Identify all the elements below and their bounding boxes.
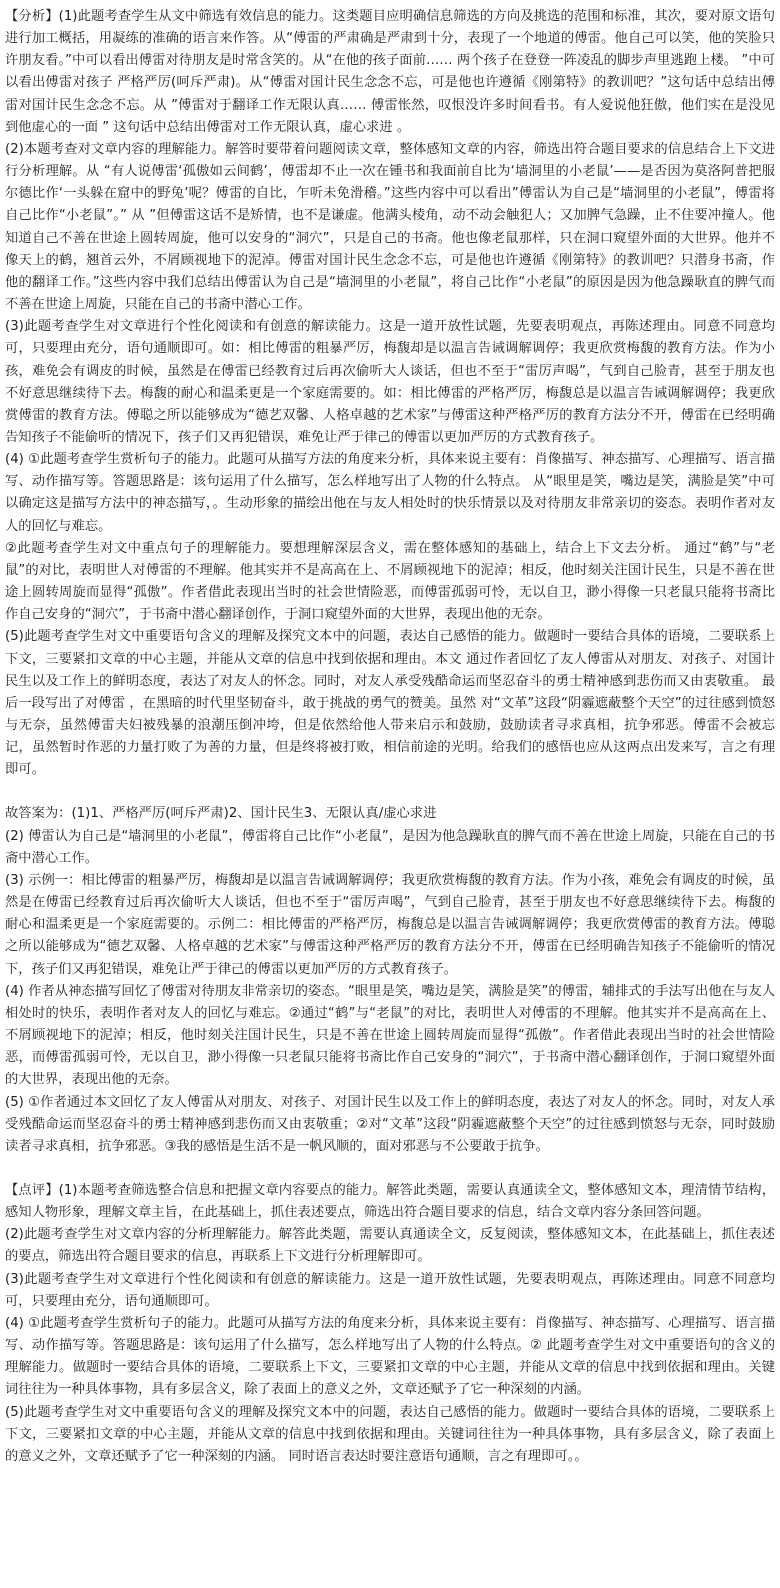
comment-section bbox=[5, 1180, 775, 1468]
analysis-paragraph-5: ②此题考查学生对文中重点句子的理解能力。要想理解深层含义，需在整体感知的基础上，结合上下文去分析。 通过“鹤”与“老鼠”的对比，表明世人对傅雷的不理解。他其实并不是高高在上、不屑顾视地下的泥淖；相反，他时刻关注国计民生，只是不善在世途上圆转周旋而显得“孤傲”。作者借此表现出当时的社会世情险恶，而傅雷孤弱可怜，无以自卫，渺小得像一只老鼠只能将书斋比作自己安身的“洞穴”，于书斋中潜心翻译创作，于洞口窥望外面的大世界，表现出他的无奈。 bbox=[5, 540, 775, 623]
answer-paragraph-2: (2) 傅雷认为自己是“墙洞里的小老鼠”，傅雷将自己比作“小老鼠”，是因为他急躁耿直的脾气而不善在世途上周旋，只能在自己的书斋中潜心工作。 bbox=[5, 828, 775, 866]
answer-paragraph-4: (4) 作者从神态描写回忆了傅雷对待朋友非常亲切的姿态。“眼里是笑，嘴边是笑，满脸是笑”的傅雷，辅排式的手法写出他在与友人相处时的快乐，表明作者对友人的回忆与难忘。②通过“鹤”与“老鼠”的对比，表明世人对傅雷的不理解。他其实并不是高高在上、不屑顾视地下的泥淖；相反，他时刻关注国计民生，只是不善在世途上圆转周旋而显得“孤傲”。作者借此表现出当时的社会世情险恶，而傅雷孤弱可怜，无以自卫，渺小得像一只老鼠只能将书斋比作自己安身的“洞穴”，于书斋中潜心翻译创作，于洞口窥望外面的大世界，表现出他的无奈。 bbox=[5, 983, 775, 1088]
comment-paragraph-1: 【点评】(1)本题考查筛选整合信息和把握文章内容要点的能力。解答此类题，需要认真通读全文，整体感知文本，理清情节结构，感知人物形象，理解文章主旨，在此基础上，抓住表述要点，筛选出符合题目要求的信息，结合文章内容分条回答问题。 bbox=[5, 1182, 775, 1221]
answer-paragraph-1: 故答案为：(1)1、严格严厉(呵斥严肃)2、国计民生3、无限认真/虚心求进 bbox=[5, 806, 437, 822]
document-body bbox=[5, 6, 775, 1468]
analysis-paragraph-6: (5)此题考查学生对文中重要语句含义的理解及探究文本中的问题，表达自己感悟的能力。做题时一要结合具体的语境，二要联系上下文，三要紧扣文章的中心主题，并能从文章的信息中找到依据和理由。本文 通过作者回忆了友人傅雷从对朋友、对孩子、对国计民生以及工作上的鲜明态度，表达了对友人的怀念。同时，对友人承受残酷命运而坚忍奋斗的勇士精神感到悲伤而又由衷敬重。 最后一段写出了对傅雷 ，在黑暗的时代里坚韧奋斗，敢于挑战的勇气的赞美。虽然 对“文革”这段“阴霾遮蔽整个天空”的过往感到愤怒与无奈，虽然傅雷夫妇被残暴的浪潮压倒冲垮，但是依然给他人带来启示和鼓励，鼓励读者寻求真相，抗争邪恶。傅雷不会被忘记，虽然暂时作恶的力量打败了为善的力量，但是终将被打败，相信前途的光明。给我们的感悟也应从这两点出发来写，言之有理即可。 bbox=[5, 629, 775, 778]
section-spacer bbox=[5, 1158, 775, 1180]
answer-section bbox=[5, 803, 775, 1158]
analysis-paragraph-2: (2)本题考查对文章内容的理解能力。解答时要带着问题阅读文章，整体感知文章的内容，筛选出符合题目要求的信息结合上下文进行分析理解。从 “有人说傅雷‘孤傲如云间鹤’，傅雷却不止一次在锺书和我面前自比为‘墙洞里的小老鼠’——是否因为莫洛阿普把服尔德比作‘一头躲在窟中的野兔’呢？傅雷的自比，乍听未免滑稽。”这些内容中可以看出”傅雷认为自己是“墙洞里的小老鼠”，傅雷将自己比作“小老鼠”。” 从 ”但傅雷这话不是矫情，也不是谦虚。他满头棱角，动不动会触犯人；又加脾气急躁，止不住要冲撞人。他知道自己不善在世途上圆转周旋，他可以安身的“洞穴”，只是自己的书斋。他也像老鼠那样，只在洞口窥望外面的大世界。他并不像天上的鹤，翘首云外，不屑顾视地下的泥淖。傅雷对国计民生念念不忘，可是他也许遵循《刚第特》的教训吧？只潜身书斋，作他的翻译工作。”这些内容中我们总结出傅雷认为自己是“墙洞里的小老鼠”，将自己比作“小老鼠”的原因是因为他急躁耿直的脾气而不善在世途上周旋，只能在自己的书斋中潜心工作。 bbox=[5, 141, 775, 313]
analysis-paragraph-3: (3)此题考查学生对文章进行个性化阅读和有创意的解读能力。这是一道开放性试题，先要表明观点，再陈述理由。同意不同意均可，只要理由充分，语句通顺即可。如：相比傅雷的粗暴严厉，梅馥却是以温言告诫调解调停；我更欣赏梅馥的教育方法。作为小孩，难免会有调皮的时候，虽然是在傅雷已经教育过后再次偷听大人谈话，但也不至于“雷厉声喝”，气到自己脸青，甚至于朋友也不好意思继续待下去。梅馥的耐心和温柔更是一个家庭需要的。如：相比傅雷的严格严厉，梅馥总是以温言告诫调解调停；我更欣赏傅雷的教育方法。傅聪之所以能够成为“德艺双馨、人格卓越的艺术家”与傅雷这种严格严厉的教育方法分不开，傅雷在已经明确告知孩子不能偷听的情况下，孩子们又再犯错误，难免让严于律己的傅雷以更加严厉的方式教育孩子。 bbox=[5, 319, 775, 445]
analysis-paragraph-4: (4) ①此题考查学生赏析句子的能力。此题可从描写方法的角度来分析，具体来说主要有：肖像描写、神态描写、心理描写、语言描写、动作描写等。答题思路是：该句运用了什么描写，怎么样地写出了人物的什么特点。 从“眼里是笑，嘴边是笑，满脸是笑”中可以确定这是描写方法中的神态描写，。生动形象的描绘出他在与友人相处时的快乐情景以及对待朋友非常亲切的姿态。表明作者对友人的回忆与难忘。 bbox=[5, 452, 775, 534]
comment-paragraph-4: (4) ①此题考查学生赏析句子的能力。此题可从描写方法的角度来分析，具体来说主要有：肖像描写、神态描写、心理描写、语言描写、动作描写等。答题思路是：该句运用了什么描写，怎么样地写出了人物的什么特点。② 此题考查学生对文中重要语句的含义的理解能力。做题时一要结合具体的语境，二要联系上下文，三要紧扣文章的中心主题，并能从文章的信息中找到依据和理由。关键词往往为一种具体事物，具有多层含义，除了表面上的意义之外，文章还赋予了它一种深刻的内涵。 bbox=[5, 1315, 775, 1398]
analysis-section bbox=[5, 6, 775, 781]
comment-paragraph-2: (2)此题考查学生对文章内容的分析理解能力。解答此类题，需要认真通读全文，反复阅读，整体感知文本，在此基础上，抓住表述的要点，筛选出符合题目要求的信息，再联系上下文进行分析理解即可。 bbox=[5, 1227, 775, 1265]
section-spacer bbox=[5, 781, 775, 803]
comment-paragraph-3: (3)此题考查学生对文章进行个性化阅读和有创意的解读能力。这是一道开放性试题，先要表明观点，再陈述理由。同意不同意均可，只要理由充分，语句通顺即可。 bbox=[5, 1271, 775, 1309]
analysis-paragraph-1: 【分析】(1)此题考查学生从文中筛选有效信息的能力。这类题目应明确信息筛选的方向及挑选的范围和标准，其次，要对原文语句进行加工概括，用凝练的准确的语言来作答。从“傅雷的严肃确是严肃到十分，表现了一个地道的傅雷。他自己可以笑，他的笑脸只许朋友看。”中可以看出傅雷对待朋友是时常含笑的。从“在他的孩子面前…… 两个孩子在登登一阵凌乱的脚步声里逃跑上楼。 ”中可以看出傅雷对孩子 严格严厉(呵斥严肃)。从“傅雷对国计民生念念不忘，可是他也许遵循《刚第特》的教训吧？”这句话中总结出傅雷对国计民生念念不忘。从 ”傅雷对于翻译工作无限认真…… 傅雷怅然，叹恨没许多时间看书。有人爱说他狂傲，他们实在是没见到他虚心的一面 ” 这句话中总结出傅雷对工作无限认真，虚心求进 。 bbox=[5, 9, 775, 135]
comment-paragraph-5: (5)此题考查学生对文中重要语句含义的理解及探究文本中的问题，表达自己感悟的能力。做题时一要结合具体的语境，二要联系上下文，三要紧扣文章的中心主题，并能从文章的信息中找到依据和理由。关键词往往为一种具体事物，具有多层含义，除了表面上的意义之外，文章还赋予了它一种深刻的内涵。 同时语言表达时要注意语句通顺，言之有理即可。。 bbox=[5, 1404, 775, 1464]
answer-paragraph-3: (3) 示例一：相比傅雷的粗暴严厉，梅馥却是以温言告诫调解调停；我更欣赏梅馥的教育方法。作为小孩，难免会有调皮的时候，虽然是在傅雷已经教育过后再次偷听大人谈话，但也不至于“雷厉声喝”，气到自己脸青，甚至于朋友也不好意思继续待下去。梅馥的耐心和温柔更是一个家庭需要的。示例二：相比傅雷的严格严厉，梅馥总是以温言告诫调解调停；我更欣赏傅雷的教育方法。傅聪之所以能够成为“德艺双馨、人格卓越的艺术家”与傅雷这种严格严厉的教育方法分不开，傅雷在已经明确告知孩子不能偷听的情况下，孩子们又再犯错误，难免让严于律己的傅雷以更加严厉的方式教育孩子。 bbox=[5, 872, 775, 977]
answer-paragraph-5: (5) ①作者通过本文回忆了友人傅雷从对朋友、对孩子、对国计民生以及工作上的鲜明态度，表达了对友人的怀念。同时，对友人承受残酷命运而坚忍奋斗的勇士精神感到悲伤而又由衷敬重；②对“文革”这段“阴霾遮蔽整个天空”的过往感到愤怒与无奈，同时鼓励读者寻求真相，抗争邪恶。③我的感悟是生活不是一帆风顺的，面对邪恶与不公要敢于抗争。 bbox=[5, 1094, 775, 1154]
